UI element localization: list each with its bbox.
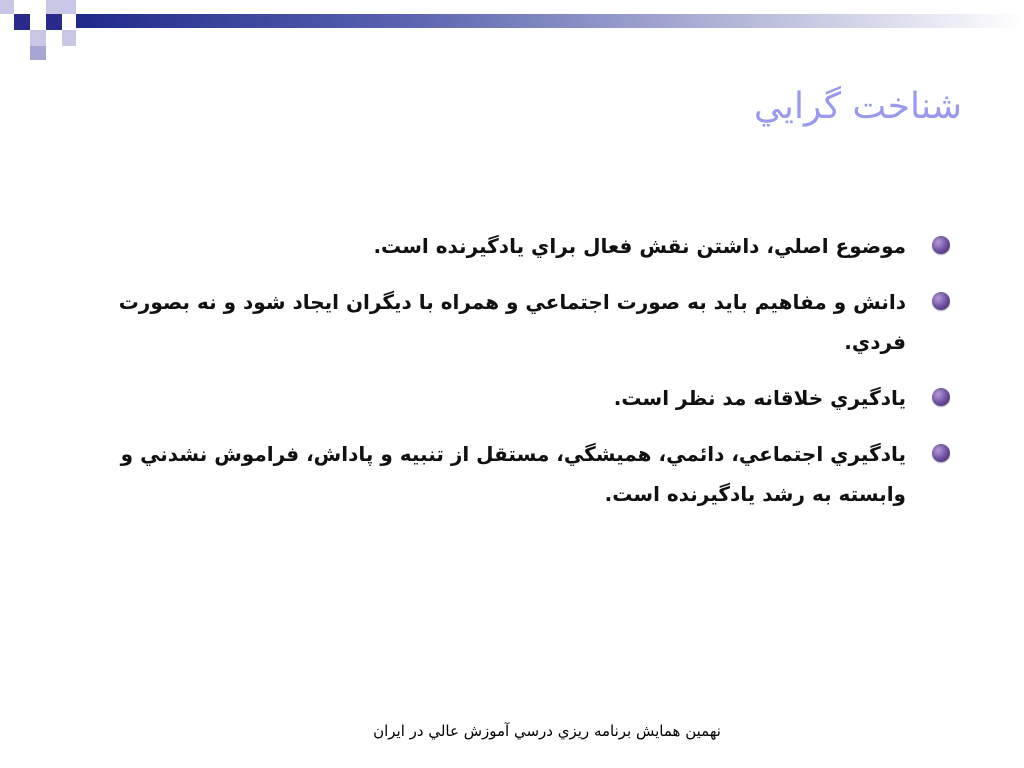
bullet-text: دانش و مفاهيم بايد به صورت اجتماعي و همراه با ديگران ايجاد شود و نه بصورت فردي. [118, 290, 906, 354]
decor-square [46, 0, 62, 14]
bullet-item [90, 434, 950, 514]
decor-square [46, 14, 62, 30]
purple-sphere-bullet-icon [932, 236, 950, 254]
decor-square [62, 0, 76, 14]
decor-square [30, 30, 46, 46]
slide-footer: نهمين همايش برنامه ريزي درسي آموزش عالي در ايران [373, 722, 721, 740]
decor-square [62, 30, 76, 46]
bullet-text: موضوع اصلي، داشتن نقش فعال براي يادگيرنده است. [373, 234, 906, 258]
decor-square [30, 46, 46, 60]
decor-square [14, 14, 30, 30]
bullet-text: يادگيري اجتماعي، دائمي، هميشگي، مستقل از تنبيه و پاداش، فراموش نشدني و وابسته به رشد يادگيرنده است. [120, 442, 906, 506]
bullet-text: يادگيري خلاقانه مد نظر است. [613, 386, 906, 410]
bullet-item [90, 226, 950, 266]
purple-sphere-bullet-icon [932, 388, 950, 406]
bullet-item [90, 282, 950, 362]
bullet-list [90, 226, 950, 530]
slide-title: شناخت گرايي [753, 86, 962, 127]
header-gradient-band [76, 14, 1024, 28]
purple-sphere-bullet-icon [932, 444, 950, 462]
corner-decoration [0, 0, 1024, 62]
purple-sphere-bullet-icon [932, 292, 950, 310]
bullet-item [90, 378, 950, 418]
decor-square [0, 0, 14, 14]
